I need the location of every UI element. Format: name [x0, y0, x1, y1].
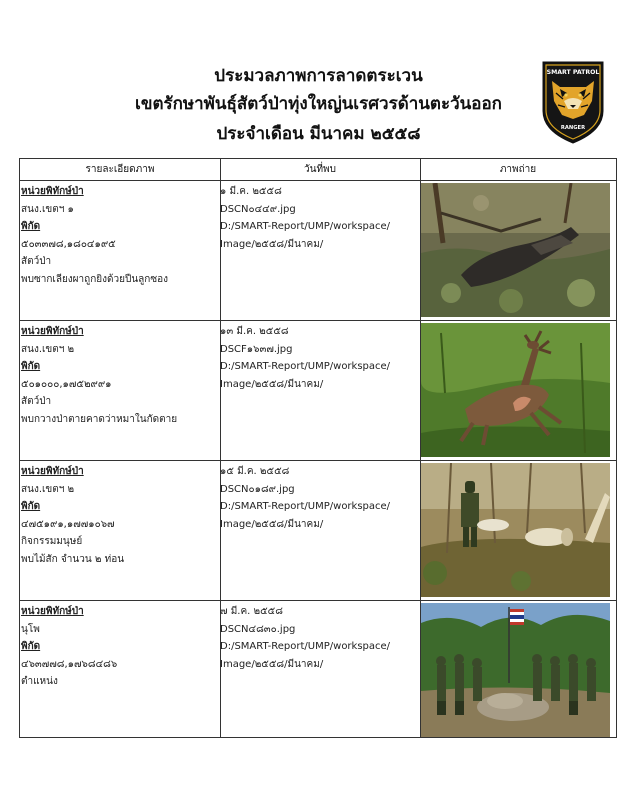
- category: กิจกรรมมนุษย์: [21, 536, 83, 547]
- unit-label: หน่วยพิทักษ์ป่า: [21, 326, 84, 337]
- detail-cell: [21, 183, 217, 288]
- coord-value: ๔๖๓๗๗๘,๑๗๖๘๔๘๖: [21, 658, 118, 670]
- table-row: [20, 601, 616, 741]
- report-period: ประจำเดือน มีนาคม ๒๕๕๘: [216, 124, 421, 144]
- file-path-folder: Image/๒๕๕๘/มีนาคม/: [220, 658, 324, 670]
- coord-value: ๕๐๓๓๗๘,๑๘๐๔๑๙๕: [21, 238, 116, 250]
- file-path-folder: Image/๒๕๕๘/มีนาคม/: [220, 378, 324, 390]
- unit-value: สนง.เขตฯ ๒: [21, 483, 75, 495]
- date-cell: [220, 183, 420, 253]
- detail-cell: [21, 603, 217, 691]
- file-path: D:/SMART-Report/UMP/workspace/: [220, 221, 391, 232]
- header-date-found: วันที่พบ: [304, 164, 336, 175]
- date-found: ๗ มี.ค. ๒๕๕๘: [220, 606, 283, 617]
- report-subtitle: เขตรักษาพันธุ์สัตว์ป่าทุ่งใหญ่นเรศวรด้านตะวันออก: [135, 94, 502, 114]
- coord-value: ๕๐๑๐๐๐,๑๗๕๒๙๙๑: [21, 378, 112, 390]
- detail-cell: [21, 323, 217, 428]
- photo-cell: [420, 603, 616, 739]
- unit-value: สนง.เขตฯ ๑: [21, 203, 74, 215]
- date-cell: [220, 603, 420, 673]
- file-name: DSCN๐๑๘๙.jpg: [220, 483, 295, 495]
- file-name: DSCN๐๔๔๙.jpg: [220, 203, 296, 215]
- photo-cell: [420, 463, 616, 599]
- file-name: DSCN๔๘๓๐.jpg: [220, 623, 296, 635]
- unit-value: นุโพ: [21, 623, 40, 635]
- table-row: [20, 461, 616, 601]
- table-header: [20, 159, 616, 181]
- table-row: [20, 181, 616, 321]
- svg-text:RANGER: RANGER: [560, 125, 586, 131]
- report-title: ประมวลภาพการลาดตระเวน: [214, 66, 423, 86]
- category: สัตว์ป่า: [21, 256, 52, 267]
- category: สัตว์ป่า: [21, 396, 52, 407]
- detail-cell: [21, 463, 217, 568]
- description: พบซากเลียงผาถูกยิงด้วยปืนลูกซอง: [21, 273, 169, 285]
- table-row: [20, 321, 616, 461]
- date-found: ๑ มี.ค. ๒๕๕๘: [220, 186, 282, 197]
- date-cell: [220, 463, 420, 533]
- smart-patrol-logo: [540, 59, 606, 145]
- tiger-shield-icon: [540, 59, 606, 145]
- description: พบไม้สัก จำนวน ๒ ท่อน: [21, 553, 125, 565]
- patrol-team-photo: [421, 603, 610, 737]
- coord-label: พิกัด: [21, 221, 41, 232]
- date-found: ๑๕ มี.ค. ๒๕๕๘: [220, 466, 290, 477]
- unit-label: หน่วยพิทักษ์ป่า: [21, 186, 84, 197]
- file-path-folder: Image/๒๕๕๘/มีนาคม/: [220, 238, 324, 250]
- carcass-photo: [421, 183, 610, 317]
- date-cell: [220, 323, 420, 393]
- coord-label: พิกัด: [21, 641, 41, 652]
- unit-label: หน่วยพิทักษ์ป่า: [21, 606, 84, 617]
- category: ตำแหน่ง: [21, 676, 58, 687]
- photo-cell: [420, 323, 616, 459]
- date-found: ๑๓ มี.ค. ๒๕๕๘: [220, 326, 289, 337]
- report-header: [0, 0, 637, 150]
- file-path: D:/SMART-Report/UMP/workspace/: [220, 361, 391, 372]
- unit-label: หน่วยพิทักษ์ป่า: [21, 466, 84, 477]
- coord-label: พิกัด: [21, 501, 41, 512]
- file-path: D:/SMART-Report/UMP/workspace/: [220, 641, 391, 652]
- photo-cell: [420, 183, 616, 319]
- unit-value: สนง.เขตฯ ๒: [21, 343, 75, 355]
- file-path: D:/SMART-Report/UMP/workspace/: [220, 501, 391, 512]
- file-path-folder: Image/๒๕๕๘/มีนาคม/: [220, 518, 324, 530]
- file-name: DSCF๑๖๓๗.jpg: [220, 343, 293, 355]
- coord-label: พิกัด: [21, 361, 41, 372]
- header-photo: ภาพถ่าย: [499, 164, 537, 175]
- header-details: รายละเอียดภาพ: [85, 164, 155, 175]
- dead-deer-photo: [421, 323, 610, 457]
- teak-logs-photo: [421, 463, 610, 597]
- description: พบกวางป่าตายคาดว่าหมาในกัดตาย: [21, 413, 178, 425]
- svg-text:SMART PATROL: SMART PATROL: [546, 69, 600, 76]
- report-table: [19, 158, 617, 738]
- coord-value: ๔๗๕๑๙๑,๑๗๗๑๐๖๗: [21, 518, 115, 530]
